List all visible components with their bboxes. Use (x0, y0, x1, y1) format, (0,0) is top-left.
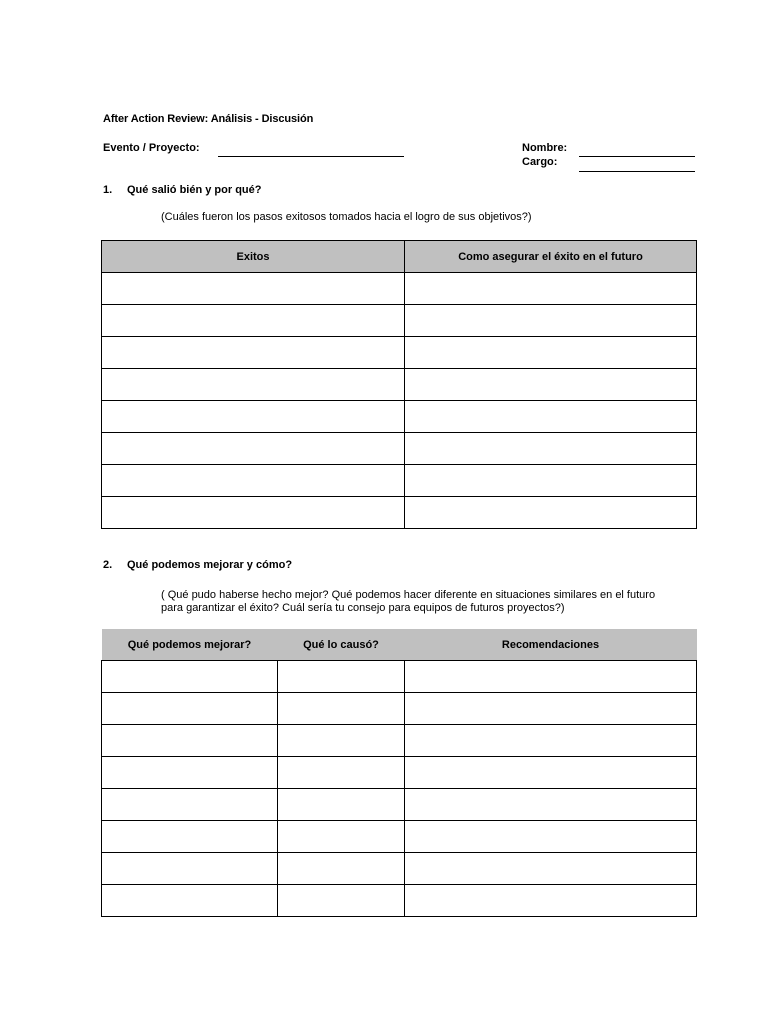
table-cell[interactable] (278, 789, 405, 821)
table-row (102, 401, 697, 433)
event-label: Evento / Proyecto: (103, 142, 200, 154)
table-cell[interactable] (278, 725, 405, 757)
section-1-heading (103, 184, 261, 196)
role-field[interactable] (579, 171, 695, 172)
table-header-row (102, 629, 697, 661)
improvements-table (101, 629, 697, 917)
table-cell[interactable] (405, 337, 697, 369)
table-cell[interactable] (278, 885, 405, 917)
table-cell[interactable] (405, 725, 697, 757)
table-row (102, 337, 697, 369)
table-cell[interactable] (405, 273, 697, 305)
table-cell[interactable] (405, 465, 697, 497)
section-2-note-line-1: ( Qué pudo haberse hecho mejor? Qué podemos hacer diferente en situaciones similares en el futuro (161, 589, 656, 601)
table-cell[interactable] (102, 273, 405, 305)
table-cell[interactable] (405, 821, 697, 853)
successes-table (101, 240, 697, 529)
section-2-title: Qué podemos mejorar y cómo? (127, 559, 293, 571)
column-header-cause: Qué lo causó? (278, 629, 405, 661)
table-cell[interactable] (405, 661, 697, 693)
table-cell[interactable] (278, 757, 405, 789)
table-cell[interactable] (405, 433, 697, 465)
table-row (102, 661, 697, 693)
table-cell[interactable] (405, 757, 697, 789)
table-row (102, 725, 697, 757)
table-cell[interactable] (102, 725, 278, 757)
table-cell[interactable] (278, 821, 405, 853)
table-row (102, 465, 697, 497)
table-row (102, 821, 697, 853)
column-header-successes: Exitos (102, 241, 405, 273)
table-row (102, 789, 697, 821)
table-cell[interactable] (405, 853, 697, 885)
table-cell[interactable] (102, 497, 405, 529)
table-row (102, 693, 697, 725)
table-cell[interactable] (278, 853, 405, 885)
table-cell[interactable] (405, 693, 697, 725)
section-1-note: (Cuáles fueron los pasos exitosos tomados hacia el logro de sus objetivos?) (161, 211, 532, 223)
section-2-heading (103, 559, 292, 571)
column-header-future-success: Como asegurar el éxito en el futuro (405, 241, 697, 273)
table-cell[interactable] (102, 465, 405, 497)
column-header-recommendations: Recomendaciones (405, 629, 697, 661)
table-cell[interactable] (102, 337, 405, 369)
table-cell[interactable] (102, 757, 278, 789)
table-cell[interactable] (102, 661, 278, 693)
table-cell[interactable] (405, 369, 697, 401)
table-cell[interactable] (278, 693, 405, 725)
page-title: After Action Review: Análisis - Discusión (103, 113, 314, 125)
table-cell[interactable] (102, 853, 278, 885)
table-cell[interactable] (278, 661, 405, 693)
name-field[interactable] (579, 156, 695, 157)
section-2-number: 2. (103, 559, 113, 571)
table-row (102, 305, 697, 337)
table-cell[interactable] (405, 401, 697, 433)
table-cell[interactable] (102, 789, 278, 821)
table-cell[interactable] (102, 401, 405, 433)
role-label: Cargo: (522, 156, 558, 168)
column-header-improve: Qué podemos mejorar? (102, 629, 278, 661)
table-cell[interactable] (405, 305, 697, 337)
table-header-row (102, 241, 697, 273)
table-cell[interactable] (102, 693, 278, 725)
table-cell[interactable] (102, 433, 405, 465)
table-row (102, 757, 697, 789)
table-cell[interactable] (405, 885, 697, 917)
section-2-note-line-2: para garantizar el éxito? Cuál sería tu consejo para equipos de futuros proyectos?) (161, 602, 565, 614)
table-row (102, 497, 697, 529)
table-cell[interactable] (405, 497, 697, 529)
table-row (102, 273, 697, 305)
name-label: Nombre: (522, 142, 568, 154)
section-1-number: 1. (103, 184, 113, 196)
table-row (102, 433, 697, 465)
table-row (102, 853, 697, 885)
table-cell[interactable] (405, 789, 697, 821)
table-cell[interactable] (102, 821, 278, 853)
table-cell[interactable] (102, 369, 405, 401)
table-cell[interactable] (102, 305, 405, 337)
section-1-title: Qué salió bién y por qué? (127, 184, 262, 196)
table-cell[interactable] (102, 885, 278, 917)
event-field[interactable] (218, 156, 404, 157)
table-row (102, 369, 697, 401)
table-row (102, 885, 697, 917)
